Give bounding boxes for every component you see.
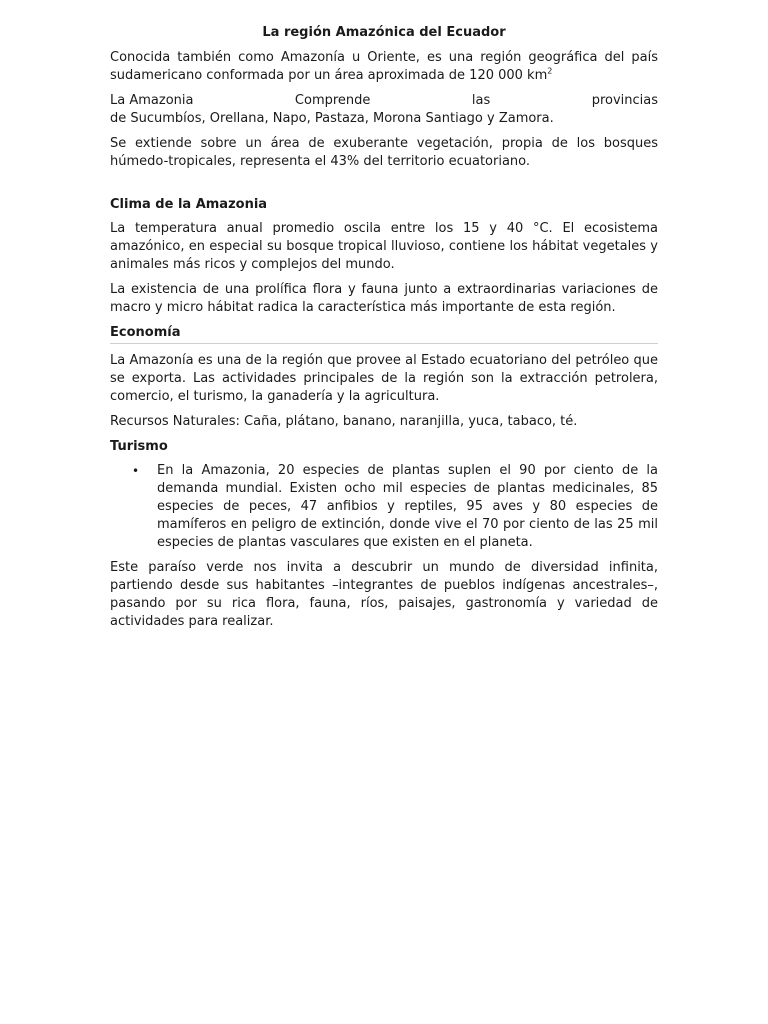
clima-paragraph-2: La existencia de una prolífica flora y fauna junto a extraordinarias variaciones de macro y micro hábitat radica la característica más importante de esta región. — [110, 282, 658, 315]
intro-paragraph-3: Se extiende sobre un área de exuberante vegetación, propia de los bosques húmedo-tropicales, representa el 43% del territorio ecuatoriano. — [110, 136, 658, 169]
bullet-icon: • — [132, 464, 140, 478]
turismo-heading: Turismo — [110, 439, 168, 454]
intro-word-4: provincias — [591, 93, 658, 108]
recursos-paragraph: Recursos Naturales: Caña, plátano, banano, naranjilla, yuca, tabaco, té. — [110, 414, 578, 429]
clima-heading: Clima de la Amazonia — [110, 197, 268, 212]
economia-heading: Economía — [110, 324, 658, 344]
turismo-bullet-text: En la Amazonia, 20 especies de plantas suplen el 90 por ciento de la demanda mundial. Existen ocho mil especies de plantas medicinales, 85 especies de peces, 47 anfibios y reptiles, 95 aves y 80 especies de mamíferos en peligro de extinción, donde vive el 70 por ciento de las 25 mil especies de plantas vasculares que existen en el planeta. — [157, 463, 658, 550]
section-spacer — [110, 178, 658, 196]
closing-paragraph: Este paraíso verde nos invita a descubrir un mundo de diversidad infinita, partiendo desde sus habitantes –integrantes de pueblos indígenas ancestrales–, pasando por su rica flora, fauna, ríos, paisajes, gastronomía y variedad de actividades para realizar. — [110, 560, 658, 629]
intro-paragraph-1 — [110, 49, 658, 85]
document-title: La región Amazónica del Ecuador — [262, 25, 506, 40]
intro-paragraph-2-line-1 — [110, 92, 658, 110]
intro-word-3: las — [471, 93, 491, 108]
clima-paragraph-1: La temperatura anual promedio oscila entre los 15 y 40 °C. El ecosistema amazónico, en especial su bosque tropical lluvioso, contiene los hábitat vegetales y animales más ricos y complejos del mundo. — [110, 221, 658, 272]
intro-word-2: Comprende — [294, 93, 371, 108]
economia-paragraph-1: La Amazonía es una de la región que provee al Estado ecuatoriano del petróleo que se exporta. Las actividades principales de la región son la extracción petrolera, comercio, el turismo, la ganadería y la agricultura. — [110, 353, 658, 404]
turismo-list — [110, 462, 658, 552]
list-item — [110, 462, 658, 552]
intro-paragraph-2-line-2: de Sucumbíos, Orellana, Napo, Pastaza, Morona Santiago y Zamora. — [110, 111, 554, 126]
intro-word-1: La Amazonia — [110, 93, 194, 108]
intro-paragraph-2 — [110, 92, 658, 128]
intro-paragraph-1-text: Conocida también como Amazonía u Oriente, es una región geográfica del país sudamericano conformada por un área aproximada de 120 000 km — [110, 50, 658, 83]
superscript-two: 2 — [547, 66, 553, 76]
